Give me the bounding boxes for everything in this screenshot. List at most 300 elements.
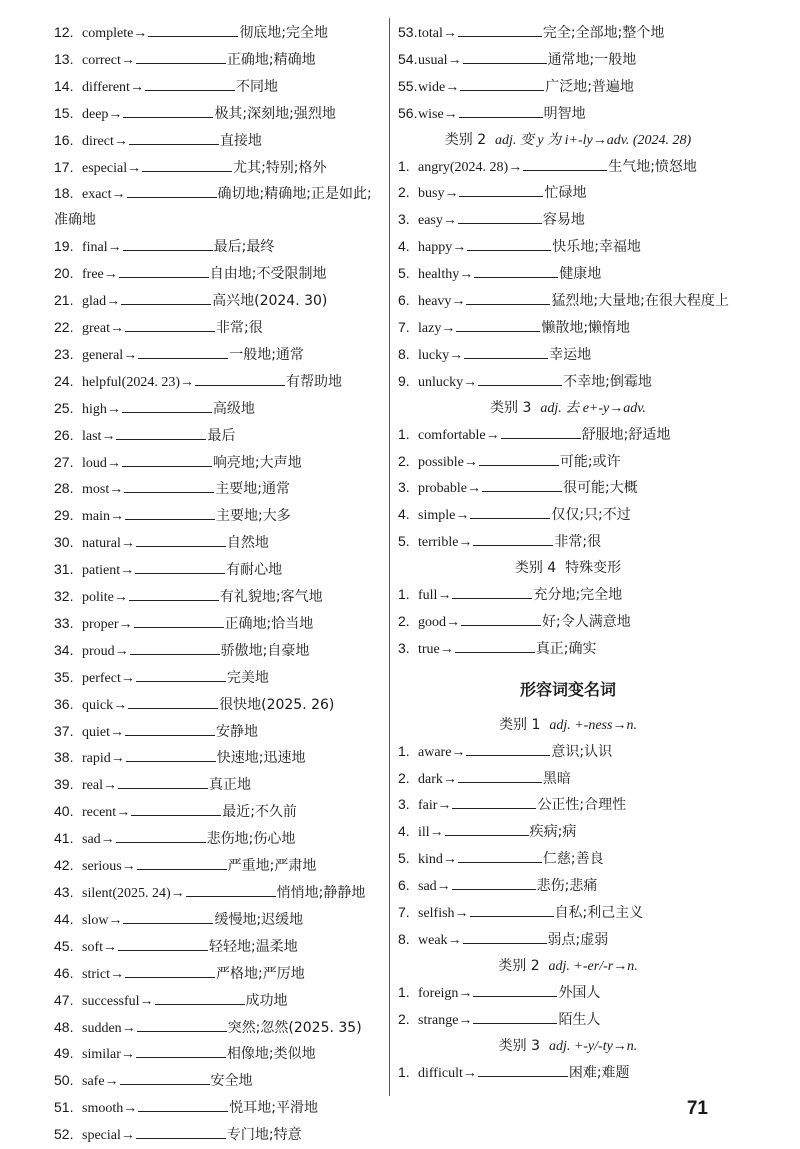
entry-number: 2. <box>398 184 410 201</box>
answer-blank[interactable] <box>120 1070 210 1085</box>
entry-word: wise→ <box>418 106 458 122</box>
vocab-entry <box>54 530 384 557</box>
vocab-entry <box>54 101 384 128</box>
entry-meaning: 骄傲地;自豪地 <box>220 642 310 659</box>
vocab-entry <box>398 449 738 476</box>
vocab-entry <box>398 234 738 261</box>
vocab-entry <box>398 980 738 1007</box>
answer-blank[interactable] <box>136 49 226 64</box>
entry-number: 4. <box>398 238 410 255</box>
entry-meaning: 真正地 <box>208 777 251 794</box>
answer-blank[interactable] <box>137 855 227 870</box>
entry-number: 1. <box>398 586 410 603</box>
answer-blank[interactable] <box>137 1017 227 1032</box>
entry-word: perfect→ <box>82 670 135 686</box>
entry-number: 31. <box>54 561 74 578</box>
answer-blank[interactable] <box>138 344 228 359</box>
answer-blank[interactable] <box>118 936 208 951</box>
entry-number: 52. <box>54 1126 74 1143</box>
vocab-entry <box>398 74 738 101</box>
answer-blank[interactable] <box>130 640 220 655</box>
entry-meaning: 彻底地;完全地 <box>239 25 329 41</box>
entry-word: heavy→ <box>418 294 466 310</box>
entry-number: 1. <box>398 425 410 442</box>
entry-number: 29. <box>54 507 74 524</box>
vocab-entry <box>54 584 384 611</box>
entry-meaning: 外国人 <box>558 984 601 1001</box>
vocab-entry <box>54 638 384 665</box>
entry-meaning: 意识;认识 <box>551 743 613 760</box>
entry-number: 3. <box>398 479 410 496</box>
vocab-entry <box>54 315 384 342</box>
answer-blank[interactable] <box>195 371 285 386</box>
entry-number: 3. <box>398 639 410 656</box>
entry-meaning: 极其;深刻地;强烈地 <box>214 105 336 122</box>
entry-meaning: 陌生人 <box>558 1011 601 1028</box>
answer-blank[interactable] <box>125 505 215 520</box>
answer-blank[interactable] <box>470 902 554 917</box>
entry-meaning: 突然;忽然(2025. 35) <box>227 1019 362 1036</box>
vocab-entry <box>398 315 738 342</box>
entry-word: strange→ <box>418 1012 473 1028</box>
noun-category-1-heading: 类别 1 adj. +-ness→n. <box>499 716 637 733</box>
entry-word: healthy→ <box>418 267 474 283</box>
vocab-entry <box>54 74 384 101</box>
vocab-entry <box>398 873 738 900</box>
vocab-entry <box>398 846 738 873</box>
entry-meaning: 高级地 <box>212 400 255 417</box>
entry-number: 34. <box>54 641 74 658</box>
answer-blank[interactable] <box>458 848 542 863</box>
entry-meaning: 安全地 <box>210 1073 253 1090</box>
answer-blank[interactable] <box>116 828 206 843</box>
vocab-entry <box>54 128 384 155</box>
answer-blank[interactable] <box>135 559 225 574</box>
entry-number: 39. <box>54 776 74 793</box>
entry-number: 43. <box>54 884 74 900</box>
entry-meaning: 仅仅;只;不过 <box>551 507 631 524</box>
entry-number: 54. <box>398 50 418 67</box>
vocab-entry <box>398 261 738 288</box>
entry-number: 21. <box>54 292 74 309</box>
entry-word: special→ <box>82 1128 135 1144</box>
entry-word: full→ <box>418 588 452 604</box>
entry-number: 3. <box>398 796 410 813</box>
answer-blank[interactable] <box>136 667 226 682</box>
answer-blank[interactable] <box>473 982 557 997</box>
noun-category-3-heading: 类别 3 adj. +-y/-ty→n. <box>498 1037 638 1054</box>
entry-number: 7. <box>398 904 410 921</box>
entry-meaning: 好;令人满意地 <box>542 613 631 630</box>
entry-word: quiet→ <box>82 724 124 740</box>
answer-blank[interactable] <box>128 694 218 709</box>
answer-blank[interactable] <box>467 236 551 251</box>
vocab-entry <box>54 692 384 719</box>
entry-number: 50. <box>54 1072 74 1089</box>
answer-blank[interactable] <box>116 425 206 440</box>
entry-word: direct→ <box>82 133 128 149</box>
entry-word: strict→ <box>82 966 124 982</box>
vocab-entry <box>54 342 384 369</box>
answer-blank[interactable] <box>461 611 541 626</box>
entry-meaning: 响亮地;大声地 <box>212 454 302 471</box>
entry-meaning: 自然地 <box>226 535 269 552</box>
entry-meaning: 自私;利己主义 <box>554 905 644 922</box>
entry-number: 7. <box>398 318 410 335</box>
entry-word: correct→ <box>82 52 135 68</box>
category-3-heading: 类别 3 adj. 去 e+-y→adv. <box>490 399 646 416</box>
vocab-entry <box>54 557 384 584</box>
answer-blank[interactable] <box>459 103 543 118</box>
answer-blank[interactable] <box>125 317 215 332</box>
entry-meaning: 完美地 <box>226 669 269 686</box>
entry-meaning: 很快地(2025. 26) <box>219 696 335 713</box>
entry-meaning: 困难;难题 <box>568 1064 630 1081</box>
left-column <box>54 20 384 1149</box>
vocab-entry <box>398 475 738 502</box>
entry-number: 2. <box>398 1010 410 1027</box>
vocab-entry <box>398 766 738 793</box>
entry-meaning: 主要地;通常 <box>215 481 290 498</box>
answer-blank[interactable] <box>463 929 547 944</box>
entry-number: 12. <box>54 24 74 40</box>
answer-blank[interactable] <box>479 451 559 466</box>
vocab-entry <box>54 261 384 288</box>
entry-word: serious→ <box>82 859 136 875</box>
entry-word: deep→ <box>82 106 123 122</box>
entry-meaning: 非常;很 <box>554 534 602 551</box>
entry-number: 8. <box>398 931 410 947</box>
entry-meaning: 明智地 <box>543 105 586 122</box>
vocab-entry <box>54 369 384 396</box>
entry-word: patient→ <box>82 563 135 579</box>
vocab-entry <box>54 907 384 934</box>
answer-blank[interactable] <box>124 478 214 493</box>
entry-meaning: 严格地;严厉地 <box>216 965 305 982</box>
entry-word: complete→ <box>82 26 148 41</box>
entry-word: usual→ <box>418 52 462 68</box>
entry-word: sad→ <box>82 832 115 848</box>
answer-blank[interactable] <box>136 532 226 547</box>
entry-meaning: 疾病;病 <box>529 824 577 841</box>
category-2-heading: 类别 2 adj. 变 y 为 i+-ly→adv. (2024. 28) <box>444 131 692 148</box>
entry-number: 1. <box>398 157 410 174</box>
answer-blank[interactable] <box>155 990 245 1005</box>
vocab-entry <box>54 1015 384 1042</box>
entry-number: 14. <box>54 77 74 94</box>
entry-number: 55. <box>398 77 418 94</box>
answer-blank[interactable] <box>452 794 536 809</box>
vocab-entry <box>398 288 738 315</box>
answer-blank[interactable] <box>501 424 581 439</box>
vocab-entry <box>398 1007 738 1034</box>
entry-meaning: 猛烈地;大量地;在很大程度上 <box>551 293 729 310</box>
answer-blank[interactable] <box>470 504 550 519</box>
entry-word: great→ <box>82 320 124 336</box>
entry-meaning: 直接地 <box>219 132 262 149</box>
answer-blank[interactable] <box>186 882 276 897</box>
entry-word: helpful(2024. 23)→ <box>82 374 194 390</box>
answer-blank[interactable] <box>464 344 548 359</box>
vocab-entry <box>54 799 384 826</box>
entry-number: 5. <box>398 850 410 867</box>
entry-number: 5. <box>398 265 410 282</box>
entry-meaning: 高兴地(2024. 30) <box>212 293 328 310</box>
entry-meaning: 确切地;精确地;正是如此;准确地 <box>54 186 372 229</box>
entry-word: sad→ <box>418 879 451 895</box>
answer-blank[interactable] <box>466 741 550 756</box>
vocab-entry <box>54 880 384 907</box>
entry-word: silent(2025. 24)→ <box>82 886 185 901</box>
entry-meaning: 充分地;完全地 <box>533 587 623 604</box>
entry-number: 30. <box>54 534 74 551</box>
entry-word: polite→ <box>82 590 128 606</box>
entry-number: 1. <box>398 742 410 759</box>
entry-meaning: 专门地;特意 <box>226 1127 302 1144</box>
entry-word: easy→ <box>418 213 457 229</box>
entry-number: 3. <box>398 211 410 228</box>
entry-meaning: 最后 <box>207 427 236 444</box>
entry-number: 1. <box>398 983 410 1000</box>
answer-blank[interactable] <box>122 452 212 467</box>
vocab-entry <box>54 450 384 477</box>
vocab-entry <box>54 288 384 315</box>
entry-word: smooth→ <box>82 1101 138 1117</box>
entry-number: 27. <box>54 453 74 470</box>
vocab-entry <box>54 423 384 450</box>
entry-word: most→ <box>82 482 124 498</box>
entry-meaning: 正确地;恰当地 <box>224 615 314 632</box>
vocab-entry <box>54 181 384 234</box>
answer-blank[interactable] <box>129 130 219 145</box>
answer-blank[interactable] <box>478 371 562 386</box>
answer-blank[interactable] <box>452 584 532 599</box>
vocab-entry <box>54 853 384 880</box>
answer-blank[interactable] <box>118 774 208 789</box>
entry-meaning: 轻轻地;温柔地 <box>209 938 298 955</box>
answer-blank[interactable] <box>482 477 562 492</box>
entry-meaning: 幸运地 <box>549 346 592 363</box>
entry-number: 2. <box>398 452 410 469</box>
vocab-entry <box>54 476 384 503</box>
answer-blank[interactable] <box>478 1062 568 1077</box>
entry-number: 8. <box>398 345 410 362</box>
entry-word: safe→ <box>82 1074 119 1090</box>
entry-number: 37. <box>54 722 74 739</box>
vocab-entry <box>54 611 384 638</box>
entry-number: 24. <box>54 372 74 389</box>
answer-blank[interactable] <box>122 398 212 413</box>
entry-number: 13. <box>54 50 74 67</box>
entry-word: lazy→ <box>418 320 456 336</box>
noun-category-2-heading: 类别 2 adj. +-er/-r→n. <box>498 957 638 974</box>
category-4-heading: 类别 4 特殊变形 <box>514 560 622 577</box>
entry-meaning: 完全;全部地;整个地 <box>542 25 665 41</box>
entry-meaning: 仁慈;善良 <box>542 851 604 868</box>
entry-word: good→ <box>418 614 460 630</box>
entry-meaning: 忙碌地 <box>544 185 587 202</box>
answer-blank[interactable] <box>126 747 216 762</box>
entry-meaning: 有帮助地 <box>285 373 342 390</box>
entry-word: selfish→ <box>418 906 469 922</box>
entry-meaning: 快速地;迅速地 <box>216 750 306 767</box>
answer-blank[interactable] <box>142 157 232 172</box>
answer-blank[interactable] <box>458 209 542 224</box>
entry-number: 45. <box>54 937 74 954</box>
entry-number: 41. <box>54 830 74 847</box>
vocab-entry <box>398 207 738 234</box>
entry-number: 40. <box>54 803 74 820</box>
entry-word: similar→ <box>82 1047 135 1063</box>
entry-number: 22. <box>54 318 74 335</box>
entry-number: 49. <box>54 1045 74 1062</box>
page-number: 71 <box>686 1098 708 1119</box>
entry-number: 35. <box>54 668 74 685</box>
entry-meaning: 懒散地;懒惰地 <box>541 319 631 336</box>
vocab-entry <box>398 792 738 819</box>
answer-blank[interactable] <box>125 721 215 736</box>
entry-word: happy→ <box>418 240 467 256</box>
answer-blank[interactable] <box>121 290 211 305</box>
entry-word: glad→ <box>82 294 121 310</box>
vocab-entry <box>54 772 384 799</box>
entry-number: 32. <box>54 588 74 605</box>
entry-meaning: 悄悄地;静静地 <box>276 885 366 901</box>
answer-blank[interactable] <box>459 182 543 197</box>
entry-word: difficult→ <box>418 1065 477 1081</box>
entry-word: unlucky→ <box>418 374 478 390</box>
entry-meaning: 可能;或许 <box>559 453 621 470</box>
answer-blank[interactable] <box>148 22 238 37</box>
answer-blank[interactable] <box>125 963 215 978</box>
vocab-entry <box>398 582 738 609</box>
answer-blank[interactable] <box>473 531 553 546</box>
entry-word: final→ <box>82 240 122 256</box>
answer-blank[interactable] <box>455 638 535 653</box>
answer-blank[interactable] <box>460 76 544 91</box>
entry-number: 4. <box>398 506 410 523</box>
answer-blank[interactable] <box>138 1097 228 1112</box>
entry-meaning: 非常;很 <box>215 319 263 336</box>
answer-blank[interactable] <box>119 263 209 278</box>
vocab-entry <box>398 101 738 128</box>
entry-meaning: 主要地;大多 <box>216 508 291 525</box>
entry-number: 47. <box>54 991 74 1008</box>
entry-word: recent→ <box>82 805 131 821</box>
answer-blank[interactable] <box>463 49 547 64</box>
answer-blank[interactable] <box>123 909 213 924</box>
answer-blank[interactable] <box>474 263 558 278</box>
answer-blank[interactable] <box>129 586 219 601</box>
answer-blank[interactable] <box>445 821 529 836</box>
column-divider <box>389 18 390 1096</box>
vocab-entry <box>54 665 384 692</box>
vocab-entry <box>398 900 738 927</box>
entry-meaning: 广泛地;普遍地 <box>545 78 634 95</box>
entry-meaning: 悲伤地;伤心地 <box>206 831 296 848</box>
answer-blank[interactable] <box>145 76 235 91</box>
entry-word: especial→ <box>82 160 142 176</box>
entry-meaning: 缓慢地;迟缓地 <box>214 911 304 928</box>
entry-meaning: 不同地 <box>235 78 278 95</box>
entry-meaning: 容易地 <box>542 212 585 229</box>
entry-number: 42. <box>54 857 74 874</box>
entry-word: proud→ <box>82 643 129 659</box>
entry-meaning: 生气地;愤怒地 <box>608 158 697 175</box>
entry-word: general→ <box>82 347 138 363</box>
entry-word: different→ <box>82 79 144 95</box>
answer-blank[interactable] <box>136 1043 226 1058</box>
entry-word: last→ <box>82 428 116 444</box>
entry-number: 2. <box>398 612 410 629</box>
vocab-entry <box>54 155 384 182</box>
entry-word: ill→ <box>418 825 444 841</box>
entry-number: 48. <box>54 1018 74 1035</box>
entry-word: simple→ <box>418 508 470 524</box>
vocab-entry <box>398 529 738 556</box>
entry-number: 17. <box>54 158 74 175</box>
entry-meaning: 严重地;严肃地 <box>227 858 317 875</box>
entry-number: 53. <box>398 24 418 40</box>
entry-meaning: 有耐心地 <box>226 562 283 579</box>
entry-word: terrible→ <box>418 535 473 551</box>
vocab-entry <box>54 396 384 423</box>
vocab-entry <box>54 47 384 74</box>
entry-meaning: 最后;最终 <box>213 239 275 256</box>
vocab-entry <box>398 1060 738 1087</box>
entry-number: 36. <box>54 695 74 712</box>
vocab-entry <box>398 819 738 846</box>
vocab-entry <box>54 961 384 988</box>
vocab-entry <box>398 636 738 663</box>
entry-meaning: 成功地 <box>245 992 288 1009</box>
answer-blank[interactable] <box>466 290 550 305</box>
entry-number: 56. <box>398 104 418 121</box>
entry-meaning: 快乐地;幸福地 <box>552 239 641 256</box>
answer-blank[interactable] <box>458 768 542 783</box>
answer-blank[interactable] <box>134 613 224 628</box>
answer-blank[interactable] <box>458 22 542 37</box>
entry-word: natural→ <box>82 536 135 552</box>
answer-blank[interactable] <box>452 875 536 890</box>
answer-blank[interactable] <box>123 236 213 251</box>
entry-meaning: 悦耳地;平滑地 <box>229 1100 318 1117</box>
entry-meaning: 正确地;精确地 <box>226 51 316 68</box>
entry-number: 25. <box>54 399 74 416</box>
vocab-entry <box>54 745 384 772</box>
answer-blank[interactable] <box>131 801 221 816</box>
entry-number: 9. <box>398 372 410 389</box>
vocab-entry <box>398 154 738 181</box>
vocab-entry <box>54 1122 384 1149</box>
entry-word: weak→ <box>418 933 462 948</box>
entry-number: 6. <box>398 292 410 309</box>
entry-word: foreign→ <box>418 985 473 1001</box>
answer-blank[interactable] <box>456 317 540 332</box>
answer-blank[interactable] <box>127 183 217 198</box>
answer-blank[interactable] <box>123 103 213 118</box>
entry-number: 6. <box>398 877 410 894</box>
entry-meaning: 健康地 <box>559 266 602 283</box>
vocab-entry <box>398 739 738 766</box>
entry-number: 15. <box>54 104 74 121</box>
answer-blank[interactable] <box>473 1009 557 1024</box>
entry-meaning: 尤其;特别;格外 <box>233 159 327 176</box>
entry-meaning: 悲伤;悲痛 <box>536 878 598 895</box>
answer-blank[interactable] <box>523 156 607 171</box>
entry-number: 1. <box>398 1063 410 1080</box>
entry-word: fair→ <box>418 798 452 814</box>
